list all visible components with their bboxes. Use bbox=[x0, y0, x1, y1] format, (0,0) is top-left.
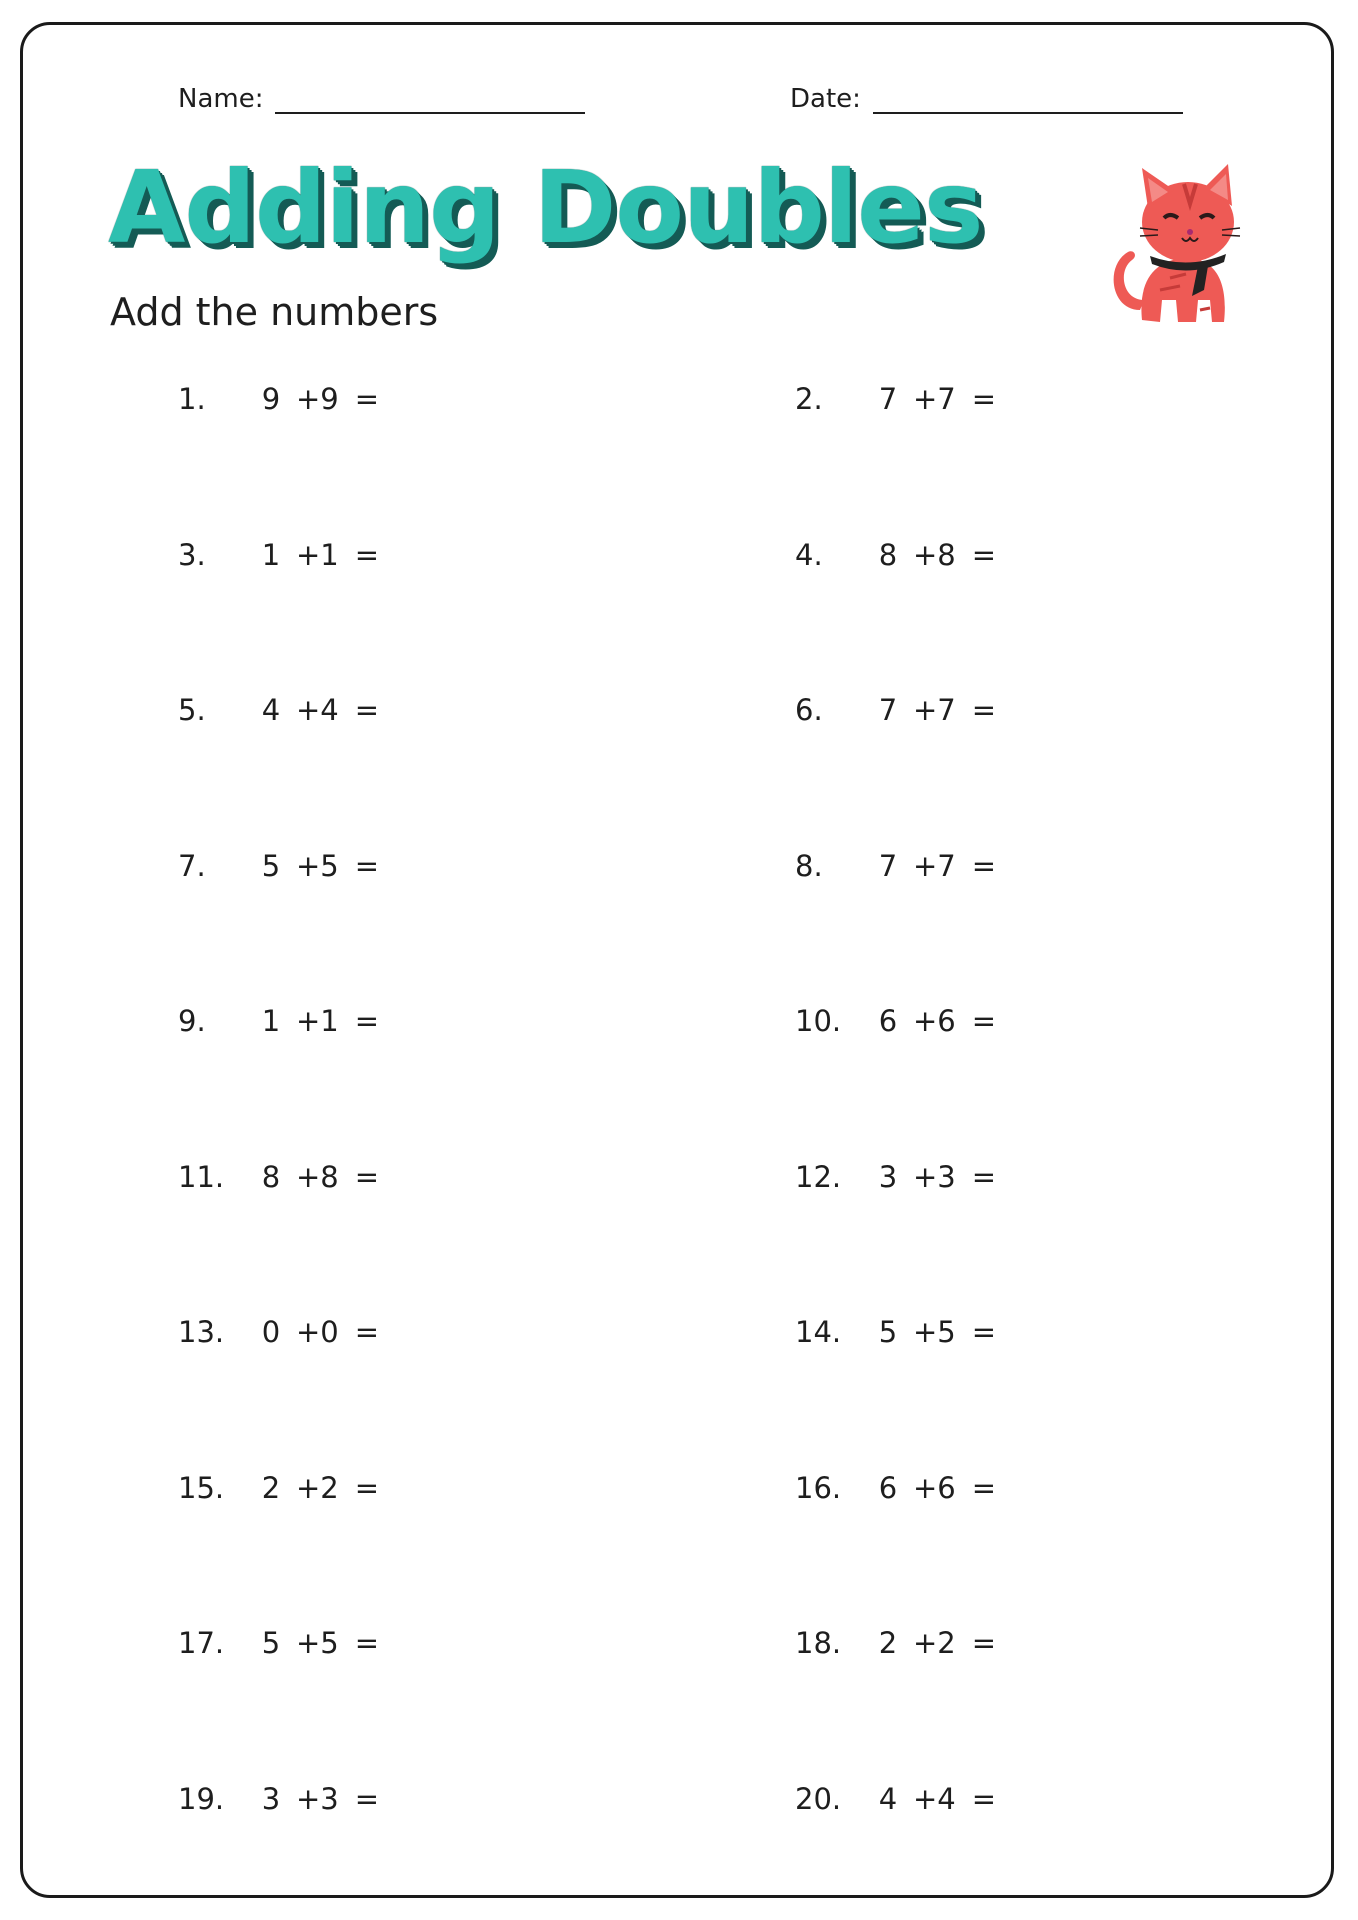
problem-operator: +6 bbox=[913, 1471, 956, 1505]
problem-number: 2. bbox=[795, 382, 823, 416]
problem-number: 4. bbox=[795, 538, 823, 572]
problem-equals: = bbox=[354, 538, 380, 572]
problem-operator: +7 bbox=[913, 693, 956, 727]
problem-addend: 9 bbox=[261, 382, 281, 416]
problem-equals: = bbox=[354, 1315, 380, 1349]
problem-addend: 7 bbox=[878, 849, 898, 883]
problem-equals: = bbox=[971, 1626, 997, 1660]
problem-addend: 3 bbox=[261, 1782, 281, 1816]
problem-addend: 8 bbox=[261, 1160, 281, 1194]
problem-number: 7. bbox=[178, 849, 206, 883]
problem-number: 16. bbox=[795, 1471, 842, 1505]
problem-addend: 1 bbox=[261, 538, 281, 572]
problem-addend: 6 bbox=[878, 1471, 898, 1505]
problem-operator: +0 bbox=[296, 1315, 339, 1349]
problem-addend: 1 bbox=[261, 1004, 281, 1038]
problem-item bbox=[178, 1782, 379, 1816]
problem-operator: +7 bbox=[913, 849, 956, 883]
problem-operator: +1 bbox=[296, 538, 339, 572]
problem-operator: +5 bbox=[296, 1626, 339, 1660]
problem-equals: = bbox=[971, 1160, 997, 1194]
problem-operator: +1 bbox=[296, 1004, 339, 1038]
problem-addend: 7 bbox=[878, 693, 898, 727]
page-title: Adding Doubles bbox=[108, 149, 983, 266]
problem-addend: 3 bbox=[878, 1160, 898, 1194]
problem-operator: +4 bbox=[913, 1782, 956, 1816]
problem-equals: = bbox=[354, 849, 380, 883]
problem-operator: +4 bbox=[296, 693, 339, 727]
problem-equals: = bbox=[354, 1160, 380, 1194]
problem-item bbox=[178, 1004, 379, 1038]
problem-equals: = bbox=[971, 1471, 997, 1505]
problem-operator: +8 bbox=[913, 538, 956, 572]
problem-item bbox=[795, 849, 996, 883]
problem-number: 10. bbox=[795, 1004, 842, 1038]
problem-number: 3. bbox=[178, 538, 206, 572]
problem-number: 19. bbox=[178, 1782, 225, 1816]
problem-addend: 6 bbox=[878, 1004, 898, 1038]
problem-number: 11. bbox=[178, 1160, 225, 1194]
problem-equals: = bbox=[971, 1315, 997, 1349]
problem-operator: +2 bbox=[913, 1626, 956, 1660]
problem-operator: +5 bbox=[296, 849, 339, 883]
problem-addend: 2 bbox=[878, 1626, 898, 1660]
problem-item bbox=[178, 382, 379, 416]
problem-addend: 8 bbox=[878, 538, 898, 572]
problem-addend: 4 bbox=[261, 693, 281, 727]
problem-number: 18. bbox=[795, 1626, 842, 1660]
problem-operator: +9 bbox=[296, 382, 339, 416]
problem-number: 5. bbox=[178, 693, 206, 727]
problem-item bbox=[795, 693, 996, 727]
problem-item bbox=[178, 1626, 379, 1660]
problem-equals: = bbox=[971, 538, 997, 572]
problem-addend: 5 bbox=[261, 1626, 281, 1660]
problem-equals: = bbox=[971, 382, 997, 416]
problem-operator: +6 bbox=[913, 1004, 956, 1038]
problem-addend: 7 bbox=[878, 382, 898, 416]
problem-number: 15. bbox=[178, 1471, 225, 1505]
problem-number: 14. bbox=[795, 1315, 842, 1349]
date-label: Date: bbox=[790, 84, 861, 114]
problem-equals: = bbox=[354, 1626, 380, 1660]
problem-item bbox=[178, 1471, 379, 1505]
problem-item bbox=[795, 1160, 996, 1194]
problem-number: 20. bbox=[795, 1782, 842, 1816]
problem-addend: 5 bbox=[878, 1315, 898, 1349]
problem-addend: 4 bbox=[878, 1782, 898, 1816]
problem-item bbox=[795, 1315, 996, 1349]
problem-equals: = bbox=[354, 382, 380, 416]
problem-number: 1. bbox=[178, 382, 206, 416]
problem-operator: +5 bbox=[913, 1315, 956, 1349]
name-label: Name: bbox=[178, 84, 264, 114]
problem-addend: 2 bbox=[261, 1471, 281, 1505]
problem-equals: = bbox=[354, 693, 380, 727]
problem-item bbox=[795, 1471, 996, 1505]
problem-operator: +7 bbox=[913, 382, 956, 416]
problem-item bbox=[178, 849, 379, 883]
problem-item bbox=[795, 538, 996, 572]
problem-number: 17. bbox=[178, 1626, 225, 1660]
problem-item bbox=[795, 1782, 996, 1816]
problem-operator: +3 bbox=[913, 1160, 956, 1194]
problem-item bbox=[795, 1004, 996, 1038]
problem-item bbox=[795, 382, 996, 416]
problem-item bbox=[178, 693, 379, 727]
problem-addend: 0 bbox=[261, 1315, 281, 1349]
problem-equals: = bbox=[354, 1471, 380, 1505]
problem-addend: 5 bbox=[261, 849, 281, 883]
problem-item bbox=[178, 538, 379, 572]
problem-number: 6. bbox=[795, 693, 823, 727]
problem-operator: +2 bbox=[296, 1471, 339, 1505]
problem-equals: = bbox=[971, 693, 997, 727]
problem-equals: = bbox=[971, 849, 997, 883]
problem-item bbox=[178, 1160, 379, 1194]
problem-number: 9. bbox=[178, 1004, 206, 1038]
problem-number: 13. bbox=[178, 1315, 225, 1349]
instructions: Add the numbers bbox=[110, 290, 439, 334]
problem-item bbox=[178, 1315, 379, 1349]
problem-equals: = bbox=[971, 1782, 997, 1816]
problem-item bbox=[795, 1626, 996, 1660]
problem-operator: +3 bbox=[296, 1782, 339, 1816]
problem-equals: = bbox=[971, 1004, 997, 1038]
problem-equals: = bbox=[354, 1004, 380, 1038]
problem-equals: = bbox=[354, 1782, 380, 1816]
problem-number: 12. bbox=[795, 1160, 842, 1194]
problem-operator: +8 bbox=[296, 1160, 339, 1194]
problem-number: 8. bbox=[795, 849, 823, 883]
